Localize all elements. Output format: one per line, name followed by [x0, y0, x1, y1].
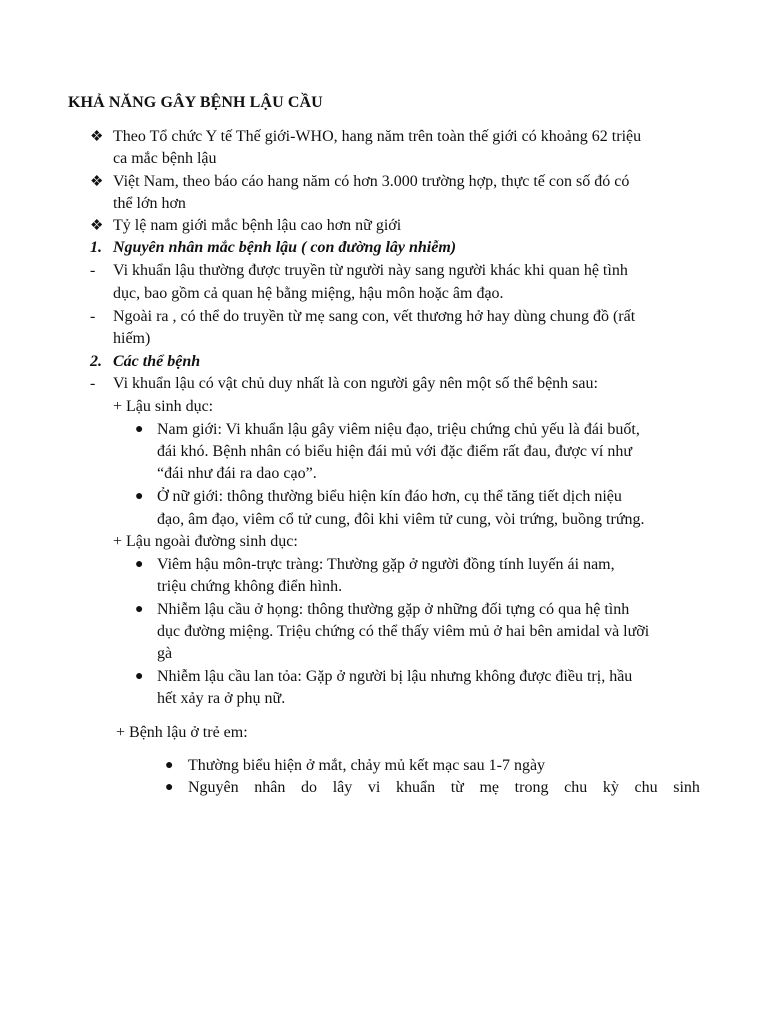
subsection-label: + Lậu ngoài đường sinh dục: — [113, 533, 298, 550]
list-item-text: Ở nữ giới: thông thường biểu hiện kín đáo hơn, cụ thể tăng tiết dịch niệu — [157, 488, 622, 505]
diamond-bullet-icon: ❖ — [90, 129, 104, 145]
list-item-text: đạo, âm đạo, viêm cổ tử cung, đôi khi viêm tử cung, vòi trứng, buồng trứng. — [157, 511, 645, 528]
list-item-text — [188, 777, 700, 799]
list-item-text: Nam giới: Vi khuẩn lậu gây viêm niệu đạo, triệu chứng chủ yếu là đái buốt, — [157, 421, 640, 438]
section-heading: Các thể bệnh — [113, 353, 201, 370]
bullet-dot-icon: ● — [165, 780, 174, 795]
intro-bullet-text: ca mắc bệnh lậu — [113, 150, 217, 167]
document-title: KHẢ NĂNG GÂY BỆNH LẬU CẦU — [68, 94, 323, 111]
list-item-text: hiếm) — [113, 330, 151, 347]
list-item-text: Thường biểu hiện ở mắt, chảy mủ kết mạc sau 1-7 ngày — [188, 757, 546, 774]
intro-bullet-text: Theo Tổ chức Y tế Thế giới-WHO, hang năm trên toàn thế giới có khoảng 62 triệu — [113, 128, 642, 145]
bullet-dot-icon: ● — [135, 602, 144, 617]
list-item-text: Nhiễm lậu cầu lan tỏa: Gặp ở người bị lậu nhưng không được điều trị, hầu — [157, 668, 633, 685]
dash-bullet-icon: - — [90, 375, 96, 392]
list-item-text: Nhiễm lậu cầu ở họng: thông thường gặp ở những đối tựng có qua hệ tình — [157, 601, 630, 618]
bullet-dot-icon: ● — [135, 669, 144, 684]
word: Nguyên — [188, 779, 239, 796]
bullet-dot-icon: ● — [135, 489, 144, 504]
word: lây — [332, 779, 353, 796]
word: sinh — [673, 779, 700, 796]
list-item-text: dục, bao gồm cả quan hệ bằng miệng, hậu môn hoặc âm đạo. — [113, 285, 504, 302]
diamond-bullet-icon: ❖ — [90, 218, 104, 234]
word: kỳ — [602, 779, 619, 796]
list-item-text: dục đường miệng. Triệu chứng có thể thấy viêm mủ ở hai bên amidal và lưỡi — [157, 623, 650, 640]
word: vi — [367, 779, 381, 796]
section-number: 2. — [90, 353, 102, 370]
list-item-text: hết xảy ra ở phụ nữ. — [157, 690, 286, 707]
intro-bullet-text: Tỷ lệ nam giới mắc bệnh lậu cao hơn nữ giới — [113, 217, 402, 234]
word: chu — [564, 779, 588, 796]
bullet-dot-icon: ● — [165, 758, 174, 773]
bullet-dot-icon: ● — [135, 422, 144, 437]
subsection-label: + Lậu sinh dục: — [113, 398, 214, 415]
list-item-text: triệu chứng không điển hình. — [157, 578, 343, 595]
list-item-text: Ngoài ra , có thể do truyền từ mẹ sang con, vết thương hở hay dùng chung đồ (rất — [113, 308, 636, 325]
list-item-text: Viêm hậu môn-trực tràng: Thường gặp ở người đồng tính luyến ái nam, — [157, 556, 615, 573]
list-item-text: Vi khuẩn lậu thường được truyền từ người này sang người khác khi quan hệ tình — [113, 262, 628, 279]
intro-bullet-text: Việt Nam, theo báo cáo hang năm có hơn 3.000 trường hợp, thực tế con số đó có — [113, 173, 630, 190]
word: chu — [634, 779, 658, 796]
word: nhân — [254, 779, 286, 796]
word: do — [301, 779, 318, 796]
word: trong — [514, 779, 549, 796]
list-item-text: gà — [157, 645, 173, 662]
bullet-dot-icon: ● — [135, 557, 144, 572]
diamond-bullet-icon: ❖ — [90, 174, 104, 190]
list-item-text: Vi khuẩn lậu có vật chủ duy nhất là con người gây nên một số thể bệnh sau: — [113, 375, 598, 392]
list-item-text: đái khó. Bệnh nhân có biểu hiện đái mủ với đặc điểm rất đau, được ví như — [157, 443, 633, 460]
intro-bullet-text: thể lớn hơn — [113, 195, 186, 212]
section-number: 1. — [90, 239, 102, 256]
dash-bullet-icon: - — [90, 308, 96, 325]
list-item-text: “đái như đái ra dao cạo”. — [157, 465, 317, 482]
section-heading: Nguyên nhân mắc bệnh lậu ( con đường lây nhiễm) — [113, 239, 457, 256]
word: mẹ — [479, 779, 500, 796]
dash-bullet-icon: - — [90, 262, 96, 279]
subsection-label: + Bệnh lậu ở trẻ em: — [116, 724, 248, 741]
word: từ — [450, 779, 464, 796]
word: khuẩn — [395, 779, 436, 796]
